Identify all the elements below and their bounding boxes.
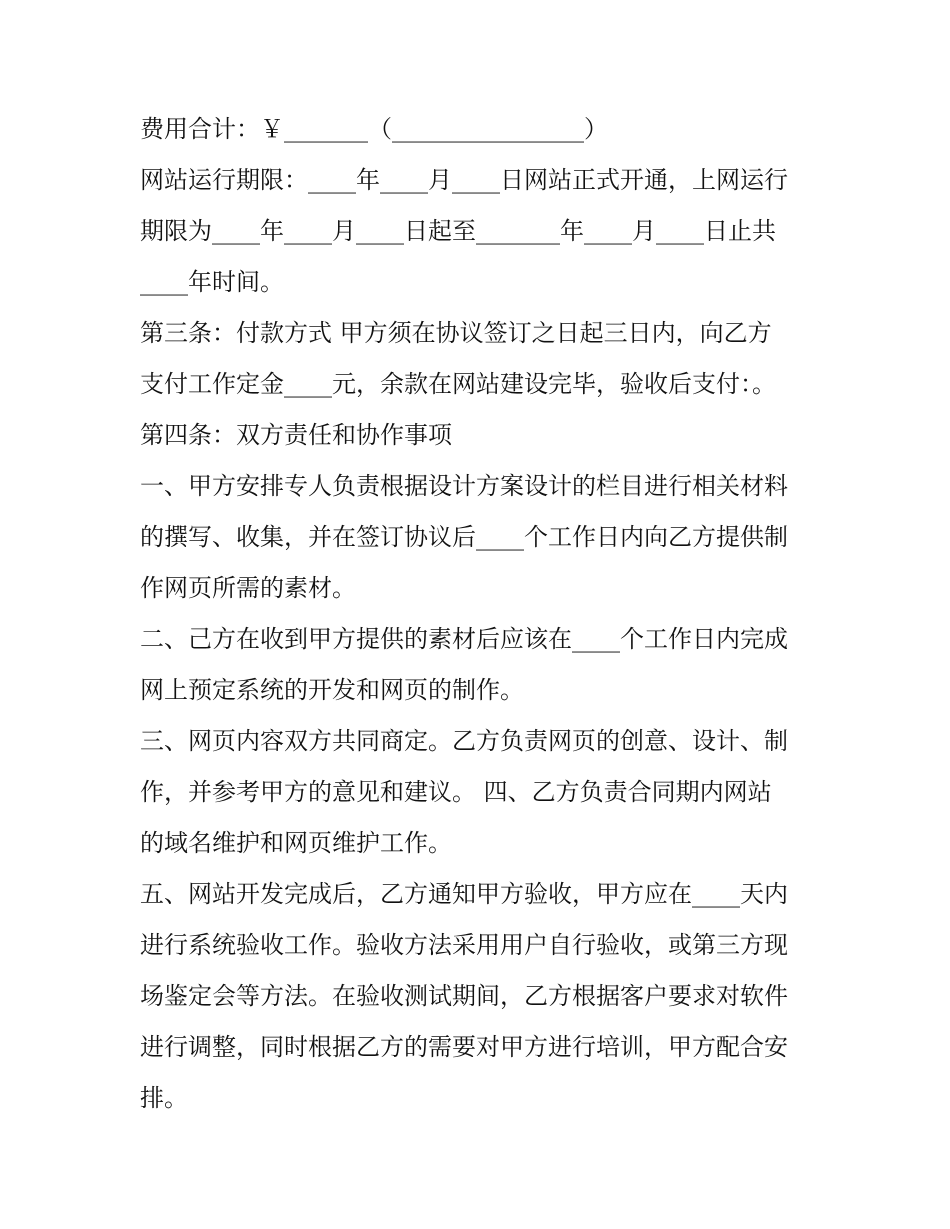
text-line: 三、网页内容双方共同商定。乙方负责网页的创意、设计、制 — [140, 727, 788, 755]
text-line-fee-total: 费用合计：￥_______（________________） — [140, 115, 608, 143]
text-line: 排。 — [140, 1084, 188, 1112]
text-line: 网上预定系统的开发和网页的制作。 — [140, 676, 524, 704]
text-line: 进行调整，同时根据乙方的需要对甲方进行培训，甲方配合安 — [140, 1033, 788, 1061]
text-line: 的撰写、收集，并在签订协议后____个工作日内向乙方提供制 — [140, 523, 788, 551]
text-line: 进行系统验收工作。验收方法采用用户自行验收，或第三方现 — [140, 931, 788, 959]
text-line: 网站运行期限：____年____月____日网站正式开通，上网运行 — [140, 166, 788, 194]
text-line: 作网页所需的素材。 — [140, 574, 356, 602]
text-line: 作，并参考甲方的意见和建议。 四、乙方负责合同期内网站 — [140, 778, 772, 806]
text-line: 的域名维护和网页维护工作。 — [140, 829, 452, 857]
text-line: 一、甲方安排专人负责根据设计方案设计的栏目进行相关材料 — [140, 472, 788, 500]
text-line-article-4-heading: 第四条：双方责任和协作事项 — [140, 421, 452, 449]
text-line: 场鉴定会等方法。在验收测试期间，乙方根据客户要求对软件 — [140, 982, 788, 1010]
contract-text — [140, 104, 820, 1124]
text-line: 期限为____年____月____日起至_______年____月____日止共 — [140, 217, 776, 245]
text-line: 支付工作定金____元，余款在网站建设完毕，验收后支付：。 — [140, 370, 776, 398]
text-line: 五、网站开发完成后，乙方通知甲方验收，甲方应在____天内 — [140, 880, 788, 908]
text-line: ____年时间。 — [140, 268, 284, 296]
text-line-article-3: 第三条：付款方式 甲方须在协议签订之日起三日内，向乙方 — [140, 319, 772, 347]
text-line: 二、己方在收到甲方提供的素材后应该在____个工作日内完成 — [140, 625, 788, 653]
